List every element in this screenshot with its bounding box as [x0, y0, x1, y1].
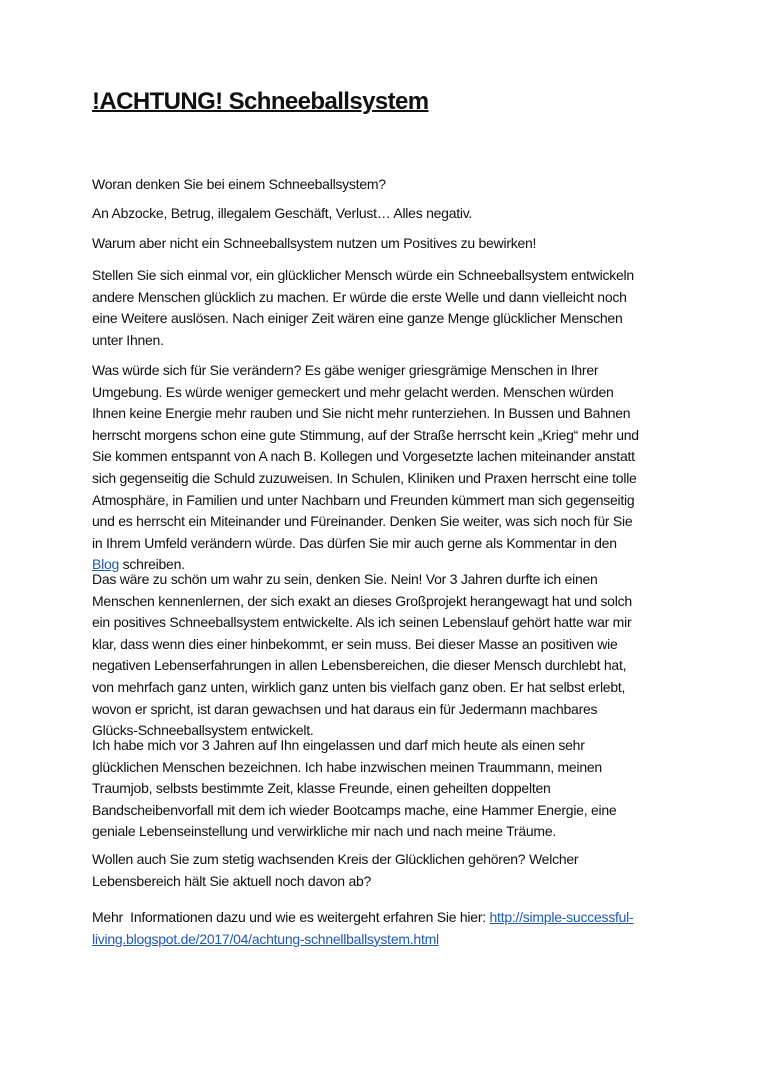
text-line: herrscht morgens schon eine gute Stimmung, auf der Straße herrscht kein „Krieg“ mehr und: [92, 426, 639, 443]
text-line: An Abzocke, Betrug, illegalem Geschäft, Verlust… Alles negativ.: [92, 205, 473, 221]
text-line: wovon er spricht, ist daran gewachsen und hat daraus ein für Jedermann machbares: [92, 700, 598, 717]
text-line: Stellen Sie sich einmal vor, ein glücklicher Mensch würde ein Schneeballsystem entwickeln: [92, 267, 634, 283]
text-fragment: schreiben.: [119, 556, 185, 573]
text-line: Wollen auch Sie zum stetig wachsenden Kreis der Glücklichen gehören? Welcher: [92, 851, 579, 867]
text-line: klar, dass wenn dies einer hinbekommt, er sein muss. Bei dieser Masse an positiven wie: [92, 635, 618, 652]
text-line: negativen Lebenserfahrungen in allen Lebensbereichen, die dieser Mensch durchlebt hat,: [92, 657, 627, 674]
text-line: Atmosphäre, in Familien und unter Nachbarn und Freunden kümmert man sich gegenseitig: [92, 491, 635, 508]
paragraph-invitation: [92, 849, 578, 892]
text-fragment: Mehr Informationen dazu und wie es weitergeht erfahren Sie hier:: [92, 909, 490, 925]
text-line: Glücks-Schneeballsystem entwickelt.: [92, 722, 314, 739]
paragraph-personal: [92, 735, 616, 843]
text-line: in Ihrem Umfeld verändern würde. Das dürfen Sie mir auch gerne als Kommentar in den: [92, 534, 617, 551]
text-line: und es herrscht ein Miteinander und Füreinander. Denken Sie weiter, was sich noch für Sie: [92, 513, 633, 530]
text-line: Sie kommen entspannt von A nach B. Kollegen und Vorgesetzte lachen miteinander anstatt: [92, 448, 635, 465]
text-line: sich gegenseitig die Schuld zuzuweisen. In Schulen, Kliniken und Praxen herrscht eine tolle: [92, 469, 637, 486]
paragraph-negatives: [92, 203, 472, 225]
text-line: [92, 929, 633, 951]
text-line: andere Menschen glücklich zu machen. Er würde die erste Welle und dann vielleicht noch: [92, 288, 627, 305]
blog-link[interactable]: Blog: [92, 556, 120, 573]
text-line: geniale Lebenseinstellung und verwirkliche mir nach und nach meine Träume.: [92, 823, 557, 840]
paragraph-changes: [92, 360, 639, 576]
text-line: Woran denken Sie bei einem Schneeballsystem?: [92, 176, 386, 192]
paragraph-positive: [92, 233, 536, 255]
text-line: Ihnen keine Energie mehr rauben und Sie nicht mehr runterziehen. In Bussen und Bahnen: [92, 405, 631, 422]
paragraph-more-info: [92, 907, 633, 950]
text-line: eine Weitere auslösen. Nach einiger Zeit wären eine ganze Menge glücklicher Menschen: [92, 310, 623, 327]
paragraph-story: [92, 569, 632, 742]
paragraph-imagine: [92, 265, 634, 351]
text-line: Was würde sich für Sie verändern? Es gäbe weniger griesgrämige Menschen in Ihrer: [92, 362, 599, 378]
text-line: Traumjob, selbsts bestimmte Zeit, klasse Freunde, einen geheilten doppelten: [92, 780, 551, 797]
text-line: von mehrfach ganz unten, wirklich ganz unten bis vielfach ganz oben. Er hat selbst erlebt,: [92, 678, 626, 695]
text-line: Das wäre zu schön um wahr zu sein, denken Sie. Nein! Vor 3 Jahren durfte ich einen: [92, 571, 598, 587]
text-line: glücklichen Menschen bezeichnen. Ich habe inzwischen meinen Traummann, meinen: [92, 758, 602, 775]
text-line: unter Ihnen.: [92, 331, 164, 348]
text-line: ein positives Schneeballsystem entwickelte. Als ich seinen Lebenslauf gehört hatte war mir: [92, 614, 632, 631]
text-line: Bandscheibenvorfall mit dem ich wieder Bootcamps mache, eine Hammer Energie, eine: [92, 801, 617, 818]
text-line: Lebensbereich hält Sie aktuell noch davon ab?: [92, 872, 372, 889]
document-title: !ACHTUNG! Schneeballsystem: [92, 88, 429, 115]
text-line: Warum aber nicht ein Schneeballsystem nutzen um Positives zu bewirken!: [92, 235, 537, 251]
blog-url-link[interactable]: http://simple-successful-: [489, 909, 634, 925]
blog-url-link-continued[interactable]: living.blogspot.de/2017/04/achtung-schnellballsystem.html: [92, 930, 439, 947]
text-line: [92, 907, 633, 929]
text-line: Menschen kennenlernen, der sich exakt an dieses Großprojekt herangewagt hat und solch: [92, 592, 632, 609]
paragraph-question: [92, 174, 386, 196]
text-line: Ich habe mich vor 3 Jahren auf Ihn eingelassen und darf mich heute als einen sehr: [92, 737, 585, 753]
text-line: Umgebung. Es würde weniger gemeckert und mehr gelacht werden. Menschen würden: [92, 383, 614, 400]
